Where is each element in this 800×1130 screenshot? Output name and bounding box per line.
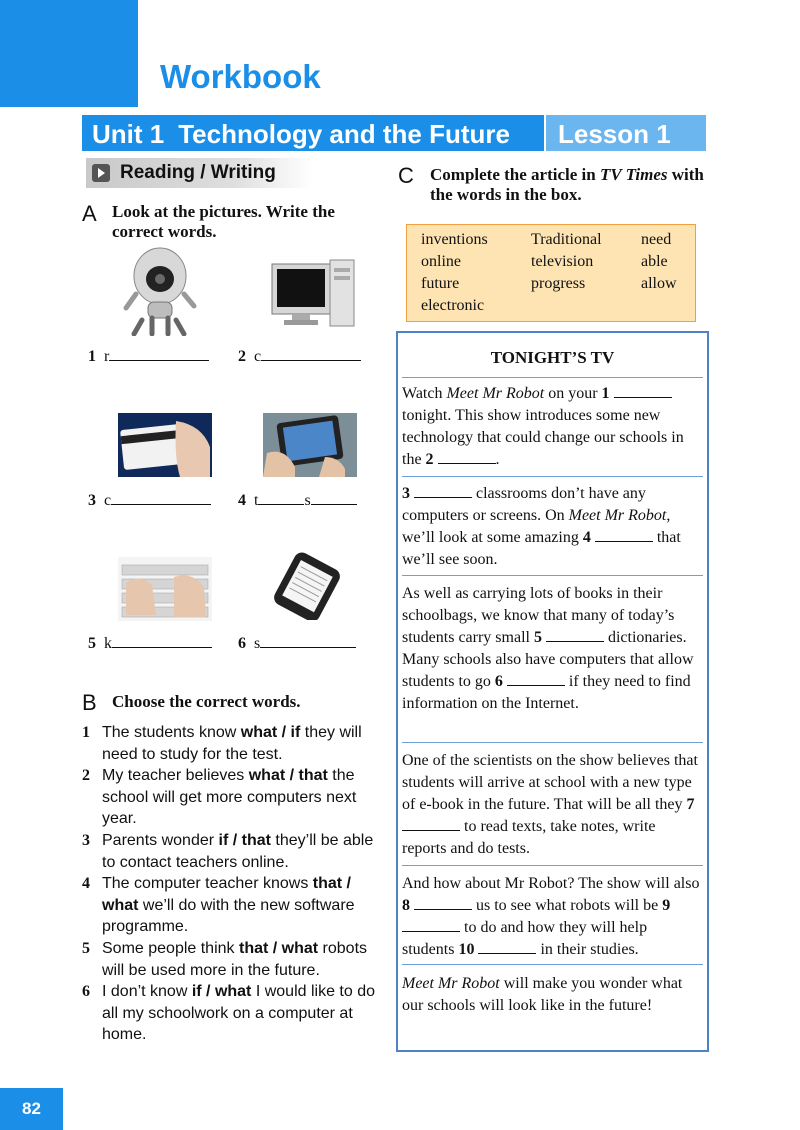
section-a-instruction bbox=[112, 202, 372, 242]
divider bbox=[402, 865, 703, 866]
answer-blank[interactable] bbox=[311, 490, 357, 505]
list-item: 5 Some people think that / what robots will be used more in the future. bbox=[82, 939, 368, 979]
divider bbox=[402, 742, 703, 743]
gap-blank[interactable] bbox=[414, 895, 472, 910]
tablet-picture bbox=[263, 413, 357, 477]
choice-words[interactable]: that / what bbox=[102, 875, 351, 914]
play-icon bbox=[92, 164, 110, 182]
gap-blank[interactable] bbox=[507, 671, 565, 686]
unit-bar bbox=[82, 115, 544, 151]
gap-blank[interactable] bbox=[438, 449, 496, 464]
article-paragraph: 3 classrooms don’t have any computers or screens. On Meet Mr Robot, we’ll look at some amazing 4 that we’ll see soon. bbox=[402, 485, 681, 568]
answer-blank[interactable] bbox=[261, 346, 361, 361]
answer-blank[interactable] bbox=[258, 490, 304, 505]
list-item: 1 The students know what / if they will need to study for the test. bbox=[82, 724, 362, 763]
answer-line-3: 3 c bbox=[88, 490, 211, 510]
divider bbox=[402, 377, 703, 378]
article-paragraph: As well as carrying lots of books in their schoolbags, we know that many of today’s students carry small 5 dictionaries. Many schools also have computers that allow students to go 6 if they need to find information on the Internet. bbox=[402, 585, 694, 712]
word-item: need bbox=[641, 231, 672, 248]
answer-line-1: 1 r bbox=[88, 346, 209, 366]
smartphone-picture bbox=[268, 552, 356, 620]
list-item: 3 Parents wonder if / that they’ll be able to contact teachers online. bbox=[82, 831, 374, 871]
keyboard-picture bbox=[118, 557, 212, 621]
section-c-instruction: Complete the article in TV Times with the words in the box. bbox=[430, 165, 704, 204]
answer-blank[interactable] bbox=[109, 346, 209, 361]
unit-number: Unit 1 bbox=[92, 119, 165, 149]
answer-line-4: 4 t s bbox=[238, 490, 357, 510]
choice-words[interactable]: if / that bbox=[218, 831, 271, 849]
answer-blank[interactable] bbox=[260, 633, 356, 648]
choice-words[interactable]: what / that bbox=[248, 767, 328, 785]
word-item: progress bbox=[531, 275, 586, 292]
word-item: Traditional bbox=[531, 231, 602, 248]
word-item: inventions bbox=[421, 231, 488, 248]
divider bbox=[402, 476, 703, 477]
section-tab bbox=[86, 158, 312, 188]
credit-card-picture bbox=[118, 413, 212, 477]
answer-line-5: 5 k bbox=[88, 633, 212, 653]
section-a-instruction-text: Look at the pictures. Write the correct words. bbox=[112, 202, 335, 241]
list-item: 2 My teacher believes what / that the school will get more computers next year. bbox=[82, 767, 357, 828]
gap-blank[interactable] bbox=[595, 527, 653, 542]
section-b-list bbox=[82, 722, 382, 1046]
answer-line-6: 6 s bbox=[238, 633, 356, 653]
computer-picture bbox=[270, 258, 356, 330]
article-paragraph: One of the scientists on the show believes that students will arrive at school with a new type of e-book in the future. That will be all they 7 to read texts, take notes, write reports and do tests. bbox=[402, 752, 698, 857]
corner-block bbox=[0, 0, 138, 107]
section-b-instruction: Choose the correct words. bbox=[112, 692, 301, 711]
gap-blank[interactable] bbox=[402, 917, 460, 932]
section-b-letter: B bbox=[82, 690, 97, 715]
gap-blank[interactable] bbox=[402, 816, 460, 831]
robot-picture bbox=[118, 244, 198, 336]
answer-blank[interactable] bbox=[112, 633, 212, 648]
word-item: electronic bbox=[421, 297, 485, 314]
lesson-label: Lesson 1 bbox=[546, 115, 706, 151]
article-paragraph: And how about Mr Robot? The show will also 8 us to see what robots will be 9 to do and how they will help students 10 in their studies. bbox=[402, 875, 700, 958]
section-a-letter: A bbox=[82, 201, 97, 226]
section-tab-label: Reading / Writing bbox=[120, 162, 276, 183]
gap-blank[interactable] bbox=[414, 483, 472, 498]
word-box bbox=[406, 224, 696, 322]
word-item: television bbox=[531, 253, 594, 270]
divider bbox=[402, 575, 703, 576]
article-paragraph: Meet Mr Robot will make you wonder what our schools will look like in the future! bbox=[402, 975, 683, 1014]
page-number: 82 bbox=[0, 1088, 63, 1130]
unit-title: Technology and the Future bbox=[178, 119, 510, 149]
gap-blank[interactable] bbox=[546, 627, 604, 642]
article-title: TONIGHT’S TV bbox=[490, 348, 615, 367]
gap-blank[interactable] bbox=[478, 939, 536, 954]
list-item: 6 I don’t know if / what I would like to do all my schoolwork on a computer at home. bbox=[82, 983, 376, 1044]
article-paragraph: Watch Meet Mr Robot on your 1 tonight. This show introduces some new technology that could change our schools in the 2 . bbox=[402, 385, 684, 468]
gap-blank[interactable] bbox=[614, 383, 672, 398]
word-item: allow bbox=[641, 275, 677, 292]
answer-line-2: 2 c bbox=[238, 346, 361, 366]
word-item: future bbox=[421, 275, 460, 292]
word-item: online bbox=[421, 253, 461, 270]
section-c-letter: C bbox=[398, 163, 414, 188]
choice-words[interactable]: what / if bbox=[240, 724, 301, 741]
choice-words[interactable]: if / what bbox=[191, 983, 252, 1001]
workbook-title: Workbook bbox=[160, 58, 321, 95]
list-item: 4 The computer teacher knows that / what we’ll do with the new software programme. bbox=[82, 875, 355, 936]
word-item: able bbox=[641, 253, 668, 270]
article-box bbox=[396, 331, 709, 1052]
answer-blank[interactable] bbox=[111, 490, 211, 505]
divider bbox=[402, 964, 703, 965]
choice-words[interactable]: that / what bbox=[238, 939, 319, 957]
